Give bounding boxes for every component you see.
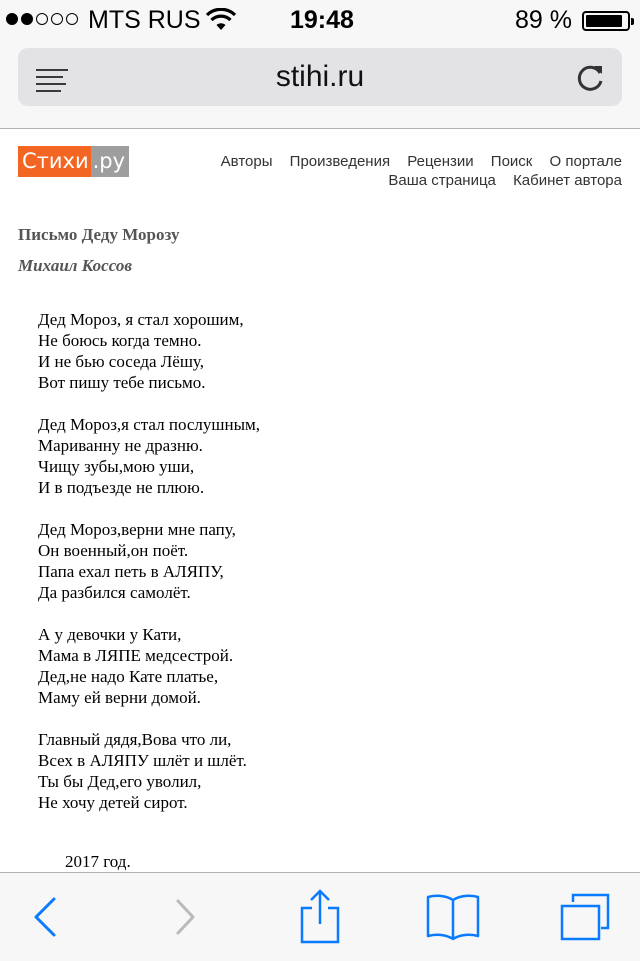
share-icon xyxy=(298,888,342,946)
address-bar[interactable] xyxy=(18,48,622,106)
poem-author[interactable]: Михаил Коссов xyxy=(18,256,132,275)
url-text[interactable]: stihi.ru xyxy=(275,60,365,93)
share-button[interactable] xyxy=(284,873,356,961)
poem-line: Всех в АЛЯПУ шлёт и шлёт. xyxy=(38,751,247,770)
nav-link-authors[interactable]: Авторы xyxy=(220,153,273,170)
bookmarks-icon xyxy=(425,892,481,942)
poem-stanza xyxy=(38,309,260,393)
poem-line: А у девочки у Кати, xyxy=(38,625,182,644)
poem-stanza xyxy=(38,729,260,813)
status-time: 19:48 xyxy=(290,6,354,34)
logo-text: Стихи xyxy=(18,146,91,177)
poem-line: Главный дядя,Вова что ли, xyxy=(38,730,232,749)
poem-line: Мама в ЛЯПЕ медсестрой. xyxy=(38,646,234,665)
forward-icon xyxy=(170,895,200,939)
poem-line: Мариванну не дразню. xyxy=(38,436,203,455)
tabs-icon xyxy=(559,892,611,942)
back-icon xyxy=(30,895,60,939)
nav-link-author-cabinet[interactable]: Кабинет автора xyxy=(513,172,622,189)
poem-year: 2017 год. xyxy=(65,852,131,871)
poem-title: Письмо Деду Морозу xyxy=(18,225,180,244)
poem-line: Он военный,он поёт. xyxy=(38,541,189,560)
carrier-name: MTS RUS xyxy=(88,6,201,34)
nav-link-about[interactable]: О портале xyxy=(549,153,622,170)
battery-icon xyxy=(582,11,630,31)
wifi-icon xyxy=(205,8,237,39)
poem-line: Папа ехал петь в АЛЯПУ, xyxy=(38,562,224,581)
back-button[interactable] xyxy=(10,873,80,961)
poem-line: Чищу зубы,мою уши, xyxy=(38,457,195,476)
poem-stanza xyxy=(38,624,260,708)
nav-link-your-page[interactable]: Ваша страница xyxy=(388,172,496,189)
poem-line: Дед Мороз,верни мне папу, xyxy=(38,520,236,539)
bookmarks-button[interactable] xyxy=(418,873,488,961)
poem-line: Да разбился самолёт. xyxy=(38,583,191,602)
battery-percentage: 89 % xyxy=(515,6,572,34)
browser-toolbar xyxy=(0,872,640,961)
status-bar xyxy=(0,0,640,40)
nav-link-reviews[interactable]: Рецензии xyxy=(407,153,474,170)
poem-line: Дед Мороз,я стал послушным, xyxy=(38,415,261,434)
logo-domain: .ру xyxy=(91,146,129,177)
poem-line: Ты бы Дед,его уволил, xyxy=(38,772,202,791)
poem-line: Не боюсь когда темно. xyxy=(38,331,202,350)
poem-line: И в подъезде не плюю. xyxy=(38,478,205,497)
browser-nav-bar xyxy=(0,40,640,129)
poem-stanza xyxy=(38,519,260,603)
site-logo[interactable] xyxy=(18,146,129,177)
poem-body xyxy=(38,309,260,834)
poem-line: Дед,не надо Кате платье, xyxy=(38,667,219,686)
signal-strength-icon xyxy=(6,13,78,25)
poem-line: И не бью соседа Лёшу, xyxy=(38,352,204,371)
poem-line: Дед Мороз, я стал хорошим, xyxy=(38,310,244,329)
site-navigation xyxy=(152,152,622,190)
poem-stanza xyxy=(38,414,260,498)
poem-line: Не хочу детей сирот. xyxy=(38,793,188,812)
poem-line: Вот пишу тебе письмо. xyxy=(38,373,206,392)
nav-link-search[interactable]: Поиск xyxy=(490,153,533,170)
poem-line: Маму ей верни домой. xyxy=(38,688,201,707)
nav-link-works[interactable]: Произведения xyxy=(289,153,391,170)
forward-button[interactable] xyxy=(150,873,220,961)
tabs-button[interactable] xyxy=(550,873,620,961)
reload-icon[interactable] xyxy=(576,61,606,98)
